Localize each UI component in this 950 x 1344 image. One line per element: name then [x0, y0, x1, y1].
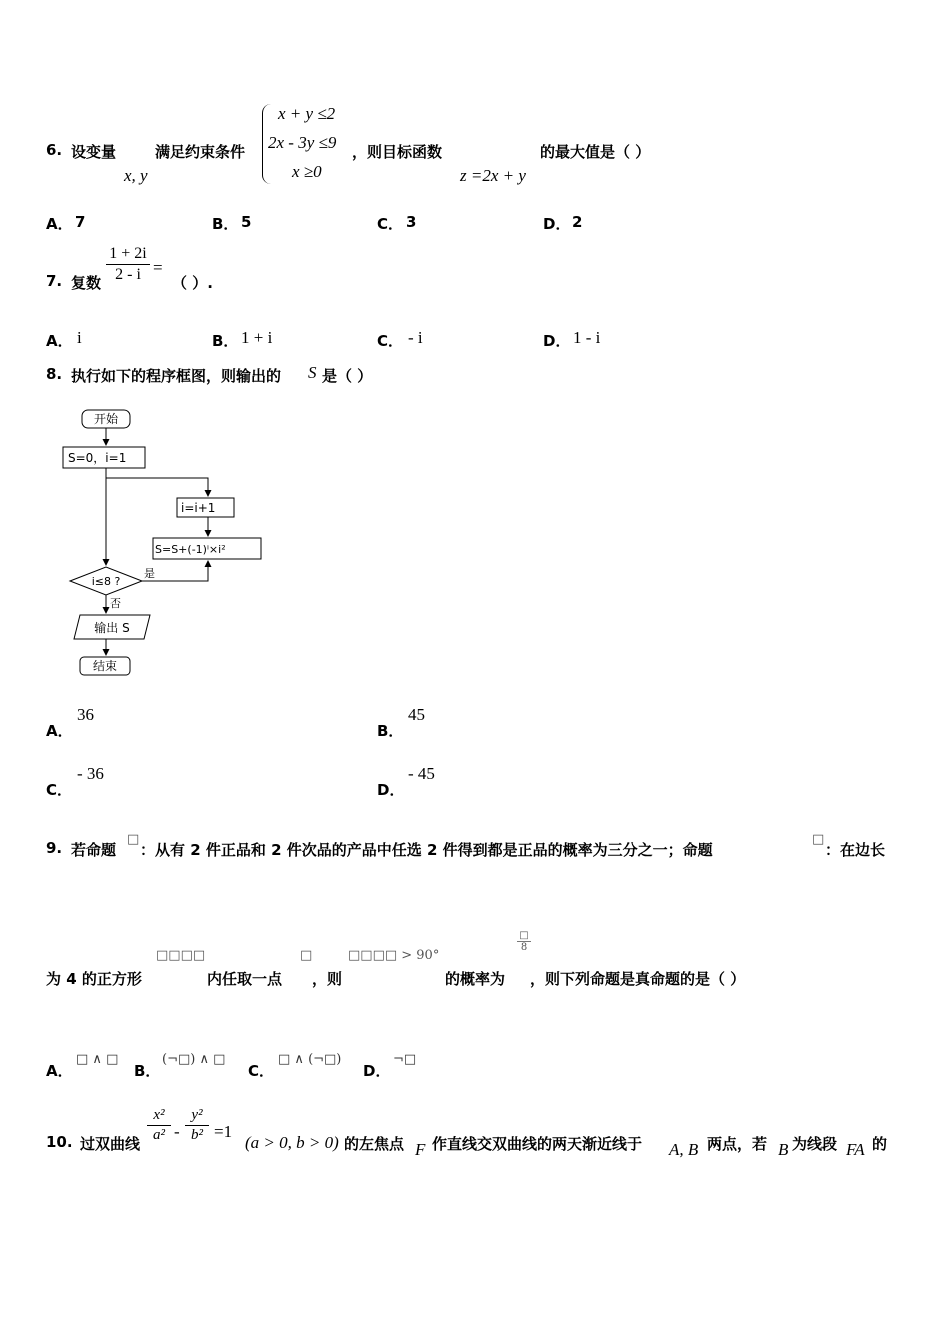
- q10-fraction-x: [147, 1107, 171, 1144]
- q9-option-a-label: A．: [46, 1062, 73, 1080]
- q10-FA: FA: [846, 1140, 865, 1159]
- q6-option-c-value: 3: [406, 213, 417, 231]
- q10-t1: 的左焦点: [344, 1135, 405, 1153]
- q8-var: S: [308, 363, 317, 382]
- flow-init-text: S=0，i=1: [68, 451, 127, 465]
- flow-start-text: 开始: [93, 412, 119, 426]
- q10-y2: y²: [191, 1107, 203, 1123]
- q10-t3: 两点，若: [707, 1135, 768, 1153]
- q9-option-c-label: C．: [248, 1062, 275, 1080]
- q6-vars: x, y: [124, 166, 148, 185]
- q7-option-c-value: - i: [408, 328, 423, 347]
- q7-equals: =: [153, 258, 163, 277]
- q9-option-d-value: ¬□: [393, 1052, 417, 1067]
- q9-number: 9.: [46, 839, 63, 857]
- q8-option-b-label: B．: [377, 722, 404, 740]
- q9-line2e: ，则下列命题是真命题的是（ ）: [530, 970, 746, 988]
- q7-option-b-label: B．: [212, 332, 239, 350]
- q10-x2: x²: [153, 1107, 165, 1123]
- q7-option-d-value: 1 - i: [573, 328, 601, 347]
- q6-after: ，则目标函数: [352, 143, 443, 161]
- q10-bar-x: [147, 1125, 171, 1126]
- q10-t2: 作直线交双曲线的两天渐近线于: [432, 1135, 643, 1153]
- q7-option-c-label: C．: [377, 332, 404, 350]
- q7-fraction: [106, 245, 150, 284]
- q10-B: B: [778, 1140, 789, 1159]
- q9-gibberish-square: □□□□: [156, 948, 206, 963]
- q6-option-b-label: B．: [212, 215, 239, 233]
- q10-F: F: [415, 1140, 426, 1159]
- q6-constraint-1: x + y ≤2: [278, 104, 336, 123]
- q10-cond: (a > 0, b > 0): [245, 1133, 339, 1152]
- flow-output-text: 输出 S: [94, 621, 130, 635]
- q6-objective: z =2x + y: [460, 166, 526, 185]
- q7-option-b-value: 1 + i: [241, 328, 273, 347]
- q6-lead: 设变量: [71, 143, 117, 161]
- q7-denominator: 2 - i: [115, 266, 141, 283]
- q7-lead: 复数: [71, 274, 102, 292]
- q10-a2: a²: [153, 1127, 165, 1143]
- q10-lead: 过双曲线: [80, 1135, 141, 1153]
- q9-line2d: 的概率为: [445, 970, 506, 988]
- q9-line1b: ：从有 2 件正品和 2 件次品的产品中任选 2 件得到都是正品的概率为三分之一；命题: [140, 841, 713, 859]
- flow-yes-label: 是: [144, 567, 155, 580]
- q10-eq1: =1: [214, 1122, 233, 1141]
- q9-option-b-value: (¬□) ∧ □: [162, 1052, 226, 1067]
- q6-option-a-label: A．: [46, 215, 73, 233]
- q6-option-d-value: 2: [572, 213, 583, 231]
- q7-fraction-bar: [106, 264, 150, 265]
- q8-number: 8.: [46, 365, 63, 383]
- q6-tail: 的最大值是（ ）: [540, 143, 651, 161]
- q7-tail: （ ）.: [172, 274, 213, 292]
- q8-option-c-label: C．: [46, 781, 73, 799]
- q9-glyph-q: □: [812, 832, 825, 847]
- q9-line1a: 若命题: [71, 841, 117, 859]
- q6-number: 6.: [46, 141, 63, 159]
- q9-glyph-p: □: [127, 832, 140, 847]
- q6-mid: 满足约束条件: [155, 143, 246, 161]
- q9-frac-bottom: 8: [517, 941, 531, 953]
- q9-gibberish-angle: □□□□ > 90°: [348, 948, 440, 963]
- q8-lead: 执行如下的程序框图，则输出的: [71, 367, 282, 385]
- q8-option-a-value: 36: [77, 705, 94, 724]
- q9-gibberish-point: □: [300, 948, 313, 963]
- q9-frac-top: □: [519, 930, 529, 941]
- flow-end-text: 结束: [92, 659, 118, 673]
- q10-minus: -: [174, 1122, 180, 1141]
- flow-update-s-text: S=S+(-1)ⁱ×i²: [155, 543, 226, 556]
- q10-t4: 为线段: [792, 1135, 838, 1153]
- q7-number: 7.: [46, 272, 63, 290]
- q7-numerator: 1 + 2i: [109, 245, 147, 262]
- q8-option-d-value: - 45: [408, 764, 435, 783]
- q10-t5: 的: [872, 1135, 888, 1153]
- q7-option-d-label: D．: [543, 332, 571, 350]
- q6-option-c-label: C．: [377, 215, 404, 233]
- q7-option-a-value: i: [77, 328, 82, 347]
- q10-b2: b²: [191, 1127, 203, 1143]
- flow-cond-text: i≤8 ?: [91, 575, 121, 588]
- q10-fraction-y: [185, 1107, 209, 1144]
- q8-option-c-value: - 36: [77, 764, 104, 783]
- q6-constraint-3: x ≥0: [292, 162, 322, 181]
- q6-option-d-label: D．: [543, 215, 571, 233]
- q10-AB: A, B: [669, 1140, 699, 1159]
- q6-option-a-value: 7: [75, 213, 86, 231]
- q9-line2c: ，则: [312, 970, 343, 988]
- q9-line2b: 内任取一点: [207, 970, 283, 988]
- flow-no-label: 否: [110, 597, 121, 610]
- q9-option-a-value: □ ∧ □: [76, 1052, 119, 1067]
- q8-option-a-label: A．: [46, 722, 73, 740]
- q6-option-b-value: 5: [241, 213, 252, 231]
- q9-option-d-label: D．: [363, 1062, 391, 1080]
- q9-option-b-label: B．: [134, 1062, 161, 1080]
- q8-tail: 是（ ）: [322, 367, 373, 385]
- q9-line1c: ：在边长: [825, 841, 886, 859]
- q9-line2a: 为 4 的正方形: [46, 970, 142, 988]
- q7-option-a-label: A．: [46, 332, 73, 350]
- q9-option-c-value: □ ∧ (¬□): [278, 1052, 342, 1067]
- flow-update-i-text: i=i+1: [181, 501, 216, 515]
- q8-option-b-value: 45: [408, 705, 425, 724]
- q8-option-d-label: D．: [377, 781, 405, 799]
- q10-bar-y: [185, 1125, 209, 1126]
- q9-gibberish-fraction: [517, 930, 531, 953]
- q8-flowchart: [60, 405, 275, 680]
- q6-constraint-2: 2x - 3y ≤9: [268, 133, 337, 152]
- q10-number: 10.: [46, 1133, 73, 1151]
